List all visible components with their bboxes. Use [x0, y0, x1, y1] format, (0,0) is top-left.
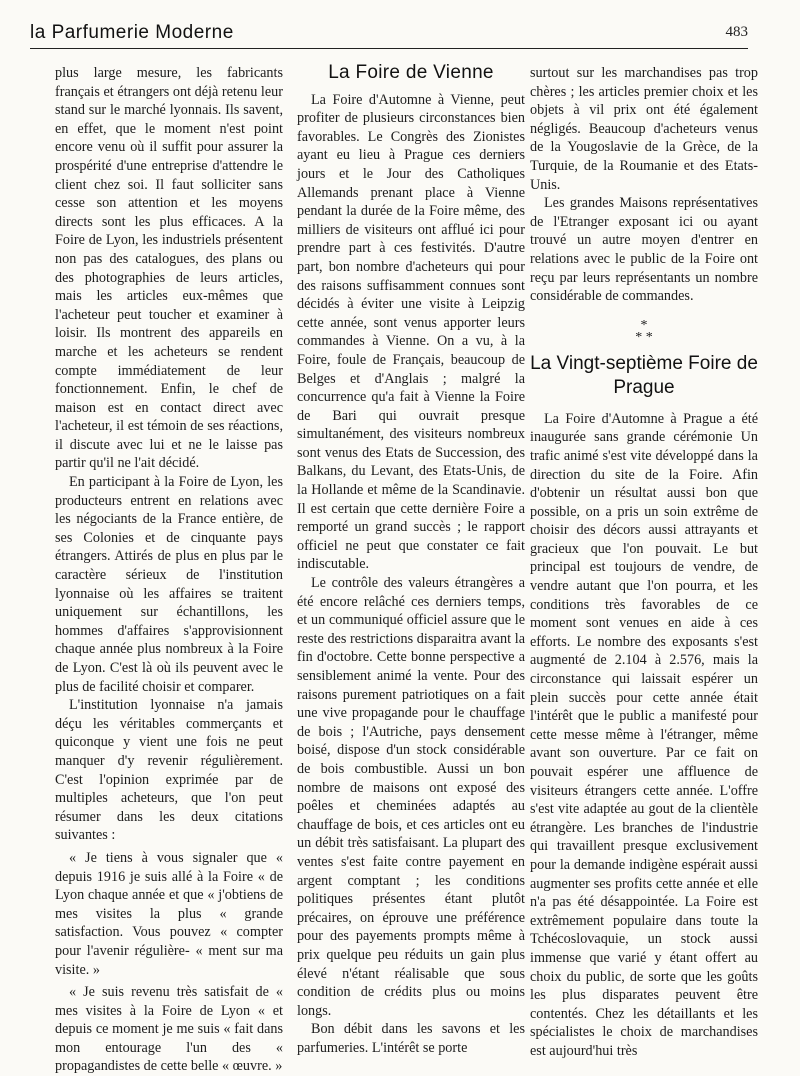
running-header — [0, 18, 800, 48]
col1-quote-2: « Je suis revenu très satisfait de « mes visites à la Foire de Lyon « et depuis ce moment je me suis « fait dans mon entourage l'un des « propagandistes de cette belle « œuvre. » — [55, 984, 283, 1075]
col3-paragraph-1: surtout sur les marchandises pas trop chères ; les articles premier choix et les objets à vil prix ont été également négligés. Beaucoup d'acheteurs venus de la Yougoslavie de la Grèce, de la Turquie, de la Roumanie et des Etats-Unis. — [530, 65, 758, 193]
column-1 — [55, 64, 283, 1076]
heading-foire-de-prague: La Vingt-septième Foire de Prague — [530, 352, 758, 398]
section-separator-asterisks — [530, 317, 758, 345]
col1-paragraph-2: En participant à la Foire de Lyon, les producteurs entrent en relations avec les négociants de la France entière, de ses Colonies et de cinquante pays étrangers. Attirés de plus en plus par le caractère sérieux de l'institution lyonnaise où les affaires se traitent uniquement sur échantillons, les hommes d'affaires s'approvisionnent chaque année plus nombreux à la Foire de Lyon. C'est là où ils peuvent avec le plus de facilité choisir et comparer. — [55, 474, 283, 695]
col3-paragraph-3: La Foire d'Automne à Prague a été inaugurée sans grande cérémonie Un trafic animé s'est vite développé dans la direction du site de la Foire. Afin d'obtenir un résultat aussi bon que possible, on a pris un soin extrême de choisir des décors aussi attrayants et gracieux que l'on pouvait. Le but principal est toujours de vendre, de vendre autant que l'on pourra, et les conditions très favorables de ce moment sont venues en aide à ces efforts. Le nombre des exposants s'est augmenté de 2.104 à 2.576, mais la circonstance qui laissait espérer un plein succès pour cette année était l'intérêt que le public a manifesté pour cette messe même à l'étranger, même avant son ouverture. Par ce fait on pouvait espérer une affluence de visiteurs étrangers cette année. L'offre s'est vite adaptée au gout de la clientèle étrangère. Les branches de l'industrie qui travaillent presque exclusivement pour la demande indigène espérait aussi augmenter ses profits cette année et elle n'a pas été désappointée. La Foire est extrêmement populaire dans toute la Tchécoslovaquie, un stock aussi immense que varié y étant offert au choix du public, de sorte que les goûts les plus disparates peuvent être contentés. Chez les détaillants et les spécialistes le choix de marchandises est aujourd'hui très — [530, 410, 758, 1059]
col2-paragraph-1: La Foire d'Automne à Vienne, peut profiter de plusieurs circonstances bien favorables. Le Congrès des Zionistes ayant eu lieu à Prague ces derniers jours et le Jour des Catholiques Allemands prenant place à Vienne pendant la durée de la Foire même, des milliers de visiteurs ont afflué ici pour prendre part à ces festivités. D'autre part, bon nombre d'acheteurs qui pour des raisons suffisamment connues sont décidés à éviter une visite à Leipzig cette année, sont venus apporter leurs commandes à Vienne. On a vu, à la Foire, foule de Français, beaucoup de Belges et d'Anglais ; malgré la concurrence qu'a fait à Vienne la Foire de Bari qui ouvrait presque simultanément, des visiteurs nombreux sont venus des Etats de Succession, des Balkans, du Levant, des Etats-Unis, de la Hollande et même de la Scandinavie. Il est certain que cette dernière Foire a remporté un grand succès ; le rapport officiel ne peut que constater ce fait indiscutable. — [297, 91, 525, 573]
heading-foire-de-vienne: La Foire de Vienne — [328, 62, 494, 83]
column-2 — [297, 64, 525, 1057]
col1-paragraph-3: L'institution lyonnaise n'a jamais déçu les véritables commerçants et quiconque y vient une fois ne peut manquer d'y revenir régulièrement. C'est l'opinion exprimée par de multiples acheteurs, que l'on peut résumer dans les deux citations suivantes : — [55, 697, 283, 844]
asterism-top: * — [640, 317, 648, 333]
col1-paragraph-1: plus large mesure, les fabricants français et étrangers ont déjà retenu leur stand sur le marché lyonnais. Ils savent, en effet, que le moment n'est point encore venu où il suffit pour assurer la prospérité d'une entreprise d'attendre le client chez soi. Il faut solliciter sans cesse son attention et les moyens directs sont les plus efficaces. A la Foire de Lyon, les industriels présentent non pas des catalogues, des plans ou des photographies de leurs articles, mais les articles eux-mêmes que l'acheteur peut toucher et examiner à loisir. Ils montrent des appareils en marche et les acheteurs se rendent compte immédiatement de leur fonctionnement. Enfin, le chef de maison est en contact direct avec l'acheteur, il est témoin de ses réactions, il discute avec lui et ne le laisse pas partir qu'il ne l'ait décidé. — [55, 65, 283, 472]
col2-paragraph-3: Bon débit dans les savons et les parfumeries. L'intérêt se porte — [297, 1021, 525, 1056]
col1-quote-1: « Je tiens à vous signaler que « depuis 1916 je suis allé à la Foire « de Lyon chaque année et que « j'obtiens de mes visites la plus « grande satisfaction. Vous pouvez « compter pour l'avenir régulière- « ment sur ma visite. » — [55, 849, 283, 978]
page-number: 483 — [725, 24, 748, 40]
header-rule — [30, 48, 748, 49]
column-3 — [530, 64, 758, 1061]
asterism-bottom: * * — [635, 329, 653, 345]
col3-paragraph-2: Les grandes Maisons représentatives de l'Etranger exposant ici ou ayant trouvé un autre moyen d'entrer en relations avec le public de la Foire ont reçu par leurs représentants un nombre considérable de commandes. — [530, 195, 758, 305]
col2-paragraph-2: Le contrôle des valeurs étrangères a été encore relâché ces derniers temps, et un communiqué officiel assure que le reste des restrictions disparaitra avant la fin d'octobre. Cette bonne perspective a sensiblement animé la vente. Pour des raisons purement patriotiques on a fait une vive propagande pour le chauffage de bois ; l'Autriche, pays densement boisé, dispose d'un stock considérable de bois combustible. Aussi un bon nombre de maisons ont exposé des poêles et cheminées adaptés au chauffage de bois, et ces articles ont eu un débit très satisfaisant. La plupart des ventes s'est faite contre payement en argent comptant ; les conditions politiques présentes étant plutôt précaires, on éprouve une préférence pour des payements prompts même à prix quelque peu réduits un gain plus élevé n'étant réalisable que sous condition de crédits plus ou moins longs. — [297, 575, 525, 1019]
running-title: la Parfumerie Moderne — [30, 22, 234, 43]
